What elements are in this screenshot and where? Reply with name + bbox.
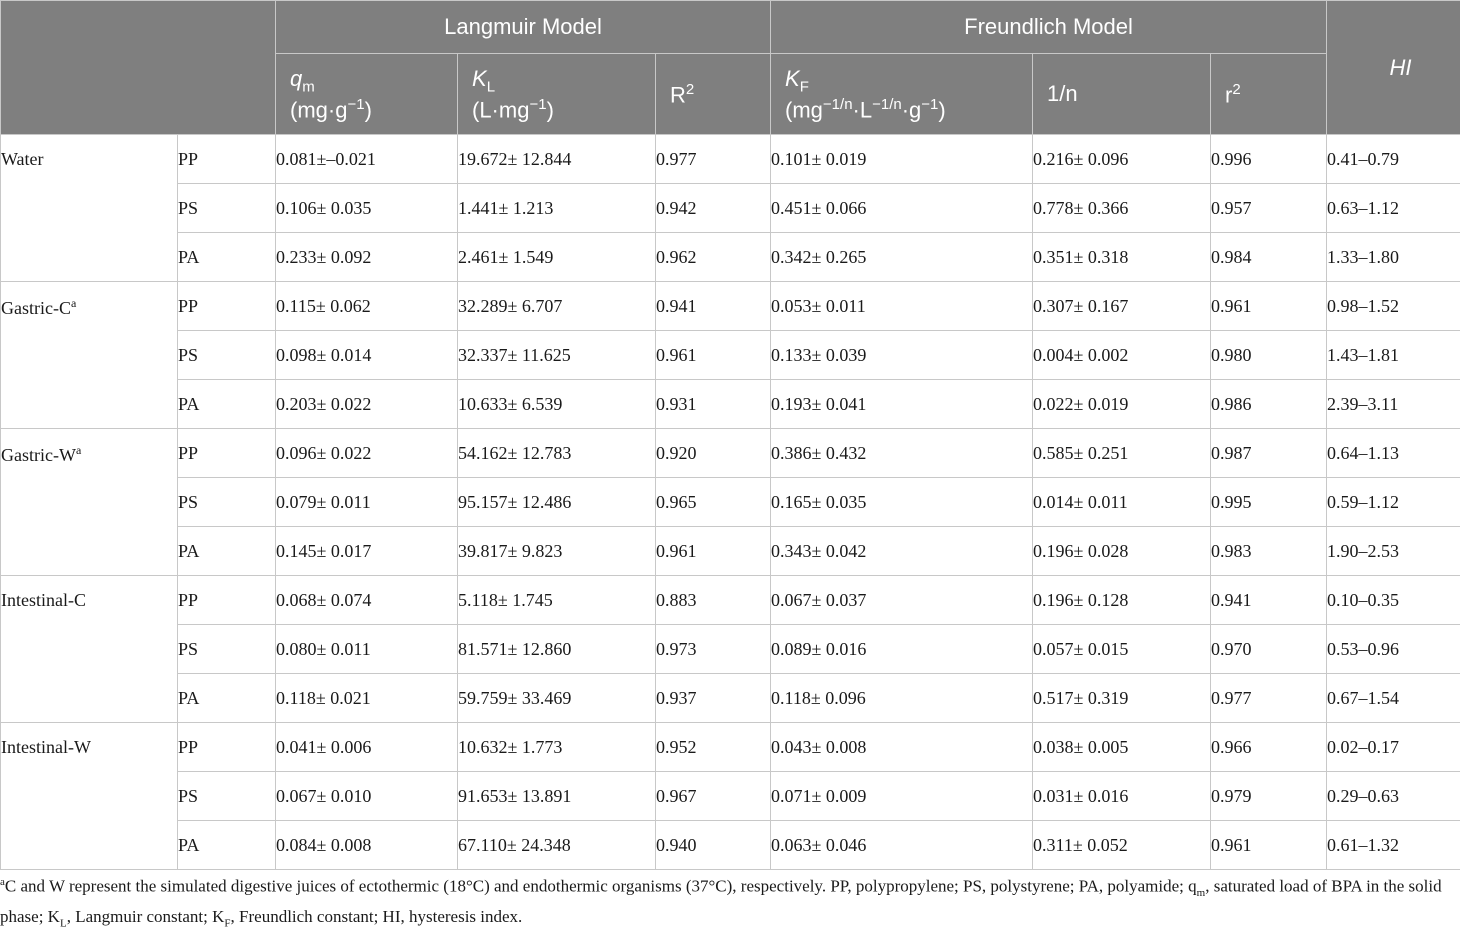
cell-kf: 0.343± 0.042 xyxy=(771,527,1033,576)
cell-qm: 0.098± 0.014 xyxy=(276,331,458,380)
header-r2: $R^2$ xyxy=(656,54,771,135)
cell-qm: 0.096± 0.022 xyxy=(276,429,458,478)
cell-r2: 0.940 xyxy=(656,821,771,870)
cell-r2-freundlich: 0.986 xyxy=(1211,380,1327,429)
cell-kf: 0.089± 0.016 xyxy=(771,625,1033,674)
cell-kl: 32.289± 6.707 xyxy=(458,282,656,331)
cell-r2: 0.973 xyxy=(656,625,771,674)
cell-hi: 1.90–2.53 xyxy=(1327,527,1460,576)
cell-r2-freundlich: 0.984 xyxy=(1211,233,1327,282)
cell-hi: 0.29–0.63 xyxy=(1327,772,1460,821)
header-langmuir-model: Langmuir Model xyxy=(276,1,771,54)
cell-kl: 1.441± 1.213 xyxy=(458,184,656,233)
header-blank-cell xyxy=(1,1,276,135)
footnote-mark: a xyxy=(76,443,81,457)
table-row xyxy=(1,821,1460,870)
cell-kf: 0.342± 0.265 xyxy=(771,233,1033,282)
cell-hi: 1.43–1.81 xyxy=(1327,331,1460,380)
cell-r2-freundlich: 0.995 xyxy=(1211,478,1327,527)
cell-kl: 39.817± 9.823 xyxy=(458,527,656,576)
cell-polymer: PA xyxy=(178,380,276,429)
header-1-over-n: 1/n xyxy=(1033,54,1211,135)
cell-kl: 95.157± 12.486 xyxy=(458,478,656,527)
cell-r2: 0.937 xyxy=(656,674,771,723)
cell-qm: 0.041± 0.006 xyxy=(276,723,458,772)
cell-r2-freundlich: 0.941 xyxy=(1211,576,1327,625)
cell-qm: 0.084± 0.008 xyxy=(276,821,458,870)
cell-kf: 0.118± 0.096 xyxy=(771,674,1033,723)
table-header xyxy=(1,1,1460,135)
cell-1-over-n: 0.351± 0.318 xyxy=(1033,233,1211,282)
cell-polymer: PP xyxy=(178,723,276,772)
cell-kf: 0.133± 0.039 xyxy=(771,331,1033,380)
table-row xyxy=(1,135,1460,184)
group-name: Intestinal-C xyxy=(1,590,86,610)
cell-r2: 0.962 xyxy=(656,233,771,282)
cell-polymer: PA xyxy=(178,674,276,723)
group-name: Water xyxy=(1,149,44,169)
cell-qm: 0.079± 0.011 xyxy=(276,478,458,527)
cell-r2-freundlich: 0.961 xyxy=(1211,821,1327,870)
group-name: Gastric-C xyxy=(1,298,71,318)
cell-kf: 0.165± 0.035 xyxy=(771,478,1033,527)
table-row xyxy=(1,429,1460,478)
cell-r2-freundlich: 0.996 xyxy=(1211,135,1327,184)
cell-hi: 0.98–1.52 xyxy=(1327,282,1460,331)
cell-kl: 67.110± 24.348 xyxy=(458,821,656,870)
group-label xyxy=(1,429,178,576)
footnote-mark: a xyxy=(71,296,76,310)
cell-r2: 0.942 xyxy=(656,184,771,233)
table-row xyxy=(1,184,1460,233)
cell-1-over-n: 0.057± 0.015 xyxy=(1033,625,1211,674)
cell-polymer: PP xyxy=(178,576,276,625)
cell-kl: 54.162± 12.783 xyxy=(458,429,656,478)
header-r2-freundlich: $r^2$ xyxy=(1211,54,1327,135)
cell-hi: 0.61–1.32 xyxy=(1327,821,1460,870)
cell-polymer: PS xyxy=(178,184,276,233)
cell-kf: 0.071± 0.009 xyxy=(771,772,1033,821)
cell-1-over-n: 0.778± 0.366 xyxy=(1033,184,1211,233)
footnote: $^a$C and W represent the simulated digestive juices of ectothermic (18°C) and endothermic organisms (37°C), respectively. PP, polypropylene; PS, polystyrene; PA, polyamide; $q_m$, saturated load of BPA in the solid phase; $K_L$, Langmuir constant; $K_F$, Freundlich constant; HI, hysteresis index. xyxy=(0,870,1460,935)
header-kl: $K_L$ $(L\cdot mg^{-1})$ xyxy=(458,54,656,135)
cell-polymer: PS xyxy=(178,478,276,527)
cell-hi: 0.41–0.79 xyxy=(1327,135,1460,184)
cell-kl: 32.337± 11.625 xyxy=(458,331,656,380)
table-row xyxy=(1,233,1460,282)
table-row xyxy=(1,576,1460,625)
cell-r2: 0.883 xyxy=(656,576,771,625)
cell-r2: 0.977 xyxy=(656,135,771,184)
cell-kl: 81.571± 12.860 xyxy=(458,625,656,674)
cell-r2-freundlich: 0.979 xyxy=(1211,772,1327,821)
cell-polymer: PA xyxy=(178,527,276,576)
cell-r2-freundlich: 0.983 xyxy=(1211,527,1327,576)
table-row xyxy=(1,723,1460,772)
cell-r2: 0.965 xyxy=(656,478,771,527)
cell-qm: 0.115± 0.062 xyxy=(276,282,458,331)
cell-hi: 0.67–1.54 xyxy=(1327,674,1460,723)
header-qm: $q_m$ $(mg\cdot g^{-1})$ xyxy=(276,54,458,135)
cell-1-over-n: 0.038± 0.005 xyxy=(1033,723,1211,772)
cell-r2-freundlich: 0.961 xyxy=(1211,282,1327,331)
group-name: Gastric-W xyxy=(1,445,76,465)
cell-kl: 91.653± 13.891 xyxy=(458,772,656,821)
cell-hi: 0.02–0.17 xyxy=(1327,723,1460,772)
table-row xyxy=(1,331,1460,380)
cell-kl: 19.672± 12.844 xyxy=(458,135,656,184)
cell-1-over-n: 0.307± 0.167 xyxy=(1033,282,1211,331)
group-label xyxy=(1,576,178,723)
header-hi: HI xyxy=(1327,1,1460,135)
cell-qm: 0.106± 0.035 xyxy=(276,184,458,233)
cell-1-over-n: 0.585± 0.251 xyxy=(1033,429,1211,478)
cell-r2: 0.961 xyxy=(656,527,771,576)
cell-kl: 2.461± 1.549 xyxy=(458,233,656,282)
cell-hi: 2.39–3.11 xyxy=(1327,380,1460,429)
cell-polymer: PP xyxy=(178,282,276,331)
cell-kf: 0.043± 0.008 xyxy=(771,723,1033,772)
cell-hi: 1.33–1.80 xyxy=(1327,233,1460,282)
table-row xyxy=(1,527,1460,576)
cell-qm: 0.067± 0.010 xyxy=(276,772,458,821)
table-row xyxy=(1,478,1460,527)
cell-r2: 0.961 xyxy=(656,331,771,380)
header-freundlich-model: Freundlich Model xyxy=(771,1,1327,54)
cell-kl: 10.632± 1.773 xyxy=(458,723,656,772)
table-row xyxy=(1,625,1460,674)
cell-polymer: PP xyxy=(178,135,276,184)
cell-r2: 0.941 xyxy=(656,282,771,331)
header-kf: $K_F$ $(mg^{-1/n}\cdot L^{-1/n}\cdot g^{-1})$ xyxy=(771,54,1033,135)
group-label xyxy=(1,723,178,870)
cell-polymer: PS xyxy=(178,331,276,380)
cell-1-over-n: 0.004± 0.002 xyxy=(1033,331,1211,380)
cell-kf: 0.067± 0.037 xyxy=(771,576,1033,625)
cell-r2: 0.931 xyxy=(656,380,771,429)
cell-r2-freundlich: 0.987 xyxy=(1211,429,1327,478)
cell-qm: 0.080± 0.011 xyxy=(276,625,458,674)
cell-hi: 0.53–0.96 xyxy=(1327,625,1460,674)
cell-qm: 0.081±–0.021 xyxy=(276,135,458,184)
cell-1-over-n: 0.517± 0.319 xyxy=(1033,674,1211,723)
cell-hi: 0.59–1.12 xyxy=(1327,478,1460,527)
cell-qm: 0.233± 0.092 xyxy=(276,233,458,282)
cell-polymer: PS xyxy=(178,772,276,821)
cell-polymer: PA xyxy=(178,233,276,282)
group-label xyxy=(1,282,178,429)
table-row xyxy=(1,380,1460,429)
cell-1-over-n: 0.311± 0.052 xyxy=(1033,821,1211,870)
cell-qm: 0.068± 0.074 xyxy=(276,576,458,625)
cell-qm: 0.118± 0.021 xyxy=(276,674,458,723)
table-row xyxy=(1,674,1460,723)
cell-kl: 10.633± 6.539 xyxy=(458,380,656,429)
cell-r2-freundlich: 0.966 xyxy=(1211,723,1327,772)
cell-polymer: PS xyxy=(178,625,276,674)
cell-kf: 0.193± 0.041 xyxy=(771,380,1033,429)
group-name: Intestinal-W xyxy=(1,737,91,757)
cell-r2-freundlich: 0.980 xyxy=(1211,331,1327,380)
cell-kf: 0.451± 0.066 xyxy=(771,184,1033,233)
cell-r2-freundlich: 0.957 xyxy=(1211,184,1327,233)
cell-1-over-n: 0.196± 0.028 xyxy=(1033,527,1211,576)
cell-hi: 0.63–1.12 xyxy=(1327,184,1460,233)
cell-kl: 5.118± 1.745 xyxy=(458,576,656,625)
cell-qm: 0.145± 0.017 xyxy=(276,527,458,576)
cell-1-over-n: 0.216± 0.096 xyxy=(1033,135,1211,184)
cell-hi: 0.64–1.13 xyxy=(1327,429,1460,478)
table-body xyxy=(1,135,1460,870)
cell-1-over-n: 0.022± 0.019 xyxy=(1033,380,1211,429)
group-label xyxy=(1,135,178,282)
cell-qm: 0.203± 0.022 xyxy=(276,380,458,429)
cell-1-over-n: 0.196± 0.128 xyxy=(1033,576,1211,625)
cell-r2-freundlich: 0.977 xyxy=(1211,674,1327,723)
cell-r2: 0.920 xyxy=(656,429,771,478)
table-row xyxy=(1,282,1460,331)
cell-polymer: PP xyxy=(178,429,276,478)
cell-kf: 0.063± 0.046 xyxy=(771,821,1033,870)
cell-kl: 59.759± 33.469 xyxy=(458,674,656,723)
cell-r2: 0.967 xyxy=(656,772,771,821)
cell-kf: 0.101± 0.019 xyxy=(771,135,1033,184)
cell-polymer: PA xyxy=(178,821,276,870)
cell-1-over-n: 0.031± 0.016 xyxy=(1033,772,1211,821)
cell-kf: 0.386± 0.432 xyxy=(771,429,1033,478)
cell-r2: 0.952 xyxy=(656,723,771,772)
cell-1-over-n: 0.014± 0.011 xyxy=(1033,478,1211,527)
table-row xyxy=(1,772,1460,821)
cell-r2-freundlich: 0.970 xyxy=(1211,625,1327,674)
cell-kf: 0.053± 0.011 xyxy=(771,282,1033,331)
cell-hi: 0.10–0.35 xyxy=(1327,576,1460,625)
